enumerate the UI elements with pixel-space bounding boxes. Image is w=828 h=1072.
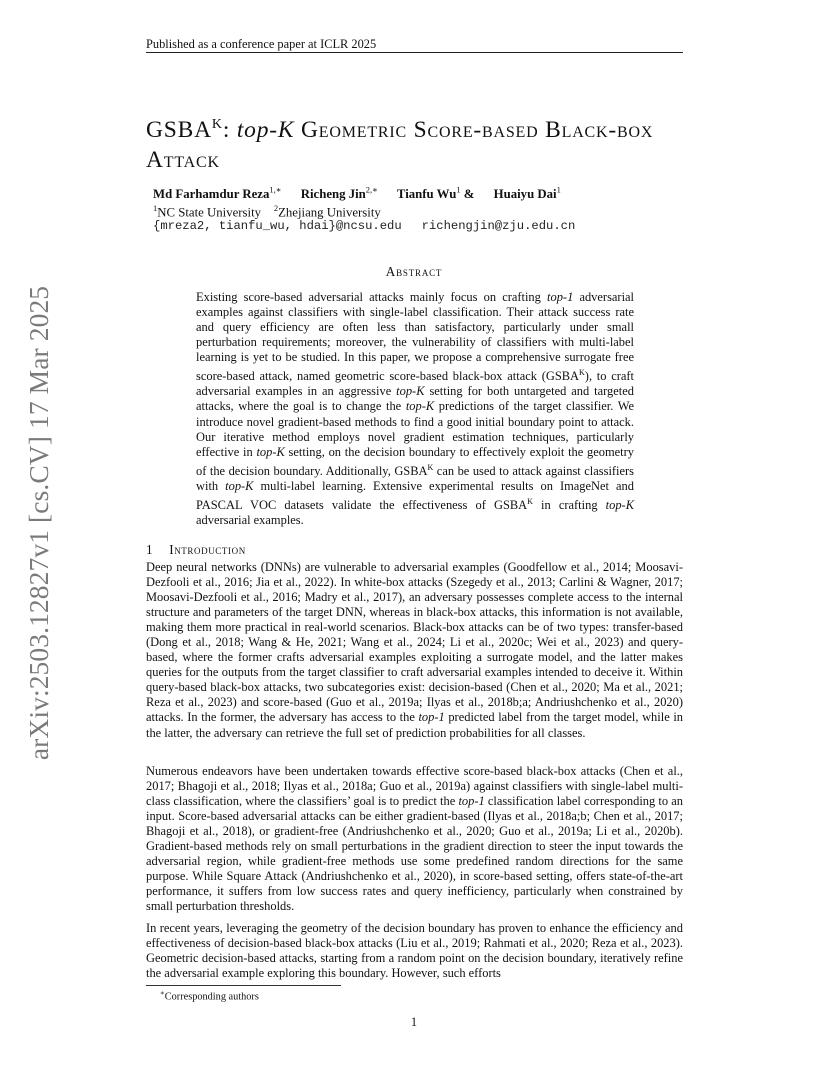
emails — [153, 219, 575, 233]
footnote — [160, 989, 259, 1002]
page-number: 1 — [410, 1015, 418, 1029]
author-name: Tianfu Wu — [396, 187, 457, 202]
footnote-rule — [146, 985, 341, 986]
author-sup: 2,∗ — [365, 185, 378, 195]
author-sup: 1 — [456, 185, 461, 195]
affil-sup: 1 — [153, 203, 158, 213]
author — [494, 187, 561, 201]
affil-name: NC State University — [157, 205, 262, 220]
arxiv-id: arXiv:2503.12827v1 [cs.CV] 17 Mar 2025 — [23, 285, 54, 761]
paper-title — [146, 110, 706, 175]
title-colon: : — [222, 116, 237, 143]
author — [153, 187, 282, 201]
abstract-heading: Abstract — [385, 264, 443, 279]
section-title: Introduction — [169, 542, 246, 557]
arxiv-stamp — [22, 283, 56, 763]
author — [301, 187, 378, 201]
author-name: Md Farhamdur Reza — [153, 187, 270, 202]
paragraph: Numerous endeavors have been undertaken towards effective score-based black-box attacks (Chen et al., 2017; Bhagoji et al., 2018; Ilyas et al., 2018a; Guo et al., 2019a) against classifiers with single-label multi-class classification, where the classifiers’ goal is to predict the top-1 classification label corresponding to an input. Score-based adversarial attacks can be either gradient-based (Ilyas et al., 2018a;b; Chen et al., 2017; Bhagoji et al., 2018), or gradient-free (Andriushchenko et al., 2020; Guo et al., 2019a; Li et al., 2020b). Gradient-based methods rely on small perturbations in the gradient direction to steer the input towards the adversarial region, while gradient-free methods use some predefined random directions for the same purpose. While Square Attack (Andriushchenko et al., 2020), in score-based setting, offers state-of-the-art performance, it suffers from low success rates and query inefficiency, particularly when constrained by small perturbation thresholds. — [146, 764, 683, 914]
paragraph: Deep neural networks (DNNs) are vulnerable to adversarial examples (Goodfellow et al., 2014; Moosavi-Dezfooli et al., 2016; Jia et al., 2022). In white-box attacks (Szegedy et al., 2013; Carlini & Wagner, 2017; Moosavi-Dezfooli et al., 2016; Madry et al., 2017), an adversary possesses complete access to the internal structure and parameters of the target DNN, whereas in black-box attacks, this information is not available, making them more practical in real-world scenarios. Black-box attacks can be of two types: transfer-based (Dong et al., 2018; Wang & He, 2021; Wang et al., 2024; Li et al., 2020c; Wei et al., 2023) and query-based, where the former crafts adversarial examples exploiting a surrogate model, and the latter makes queries for the outputs from the target classifier to craft adversarial examples intended to deceive it. Within query-based black-box attacks, two subcategories exist: decision-based (Chen et al., 2020; Ma et al., 2021; Reza et al., 2023) and score-based (Guo et al., 2019a; Ilyas et al., 2018b;a; Andriushchenko et al., 2020) attacks. In the former, the adversary has access to the top-1 predicted label from the target model, while in the latter, the adversary can retrieve the full set of prediction probabilities for all classes. — [146, 560, 683, 740]
email: richengjin@zju.edu.cn — [421, 219, 576, 233]
footnote-mark: ∗ — [160, 989, 165, 997]
author-sup: 1,∗ — [269, 185, 282, 195]
author-name: Richeng Jin — [300, 187, 366, 202]
affil-sup: 2 — [273, 203, 279, 213]
author-sup: 1 — [556, 185, 561, 195]
author-separator: & — [463, 187, 475, 202]
author — [397, 187, 475, 201]
author-list — [153, 185, 577, 202]
abstract-body: Existing score-based adversarial attacks mainly focus on crafting top-1 adversarial examples against classifiers with single-label classification. Their attack success rate and query efficiency are often less than satisfactory, particularly under small perturbation requirements; moreover, the vulnerability of classifiers with multi-label learning is yet to be studied. In this paper, we propose a comprehensive surrogate free score-based attack, named geometric score-based black-box attack $(GSBA^K)$, to craft adversarial examples in an aggressive top-K setting for both untargeted and targeted attacks, where the goal is to change the top-K predictions of the target classifier. We introduce novel gradient-based methods to find a good initial boundary point to attack. Our iterative method employs novel gradient estimation techniques, particularly effective in top-K setting, on the decision boundary to effectively exploit the geometry of the decision boundary. Additionally, $GSBA^K$ can be used to attack against classifiers with top-K multi-label learning. Extensive experimental results on ImageNet and PASCAL VOC datasets validate the effectiveness of $GSBA^K$ in crafting top-K adversarial examples. — [196, 290, 635, 528]
section-heading — [146, 542, 246, 558]
title-topk: top-K — [236, 116, 295, 143]
title-sup: K — [211, 117, 223, 132]
affiliations — [153, 203, 381, 220]
paragraph: In recent years, leveraging the geometry of the decision boundary has proven to enhance the efficiency and effectiveness of decision-based black-box attacks (Liu et al., 2019; Rahmati et al., 2020; Reza et al., 2023). Geometric decision-based attacks, starting from a random point on the decision boundary, iteratively refine the adversarial example exploring this boundary. However, such efforts — [146, 921, 683, 981]
title-prefix: GSBA — [146, 116, 212, 143]
running-header: Published as a conference paper at ICLR 2025 — [146, 37, 377, 51]
section-number: 1 — [146, 542, 154, 557]
email: {mreza2, tianfu_wu, hdai}@ncsu.edu — [153, 219, 402, 233]
title-rest: Geometric Score-based Black-box Attack — [146, 116, 654, 173]
header-rule — [146, 52, 683, 53]
author-name: Huaiyu Dai — [493, 187, 557, 202]
footnote-text: Corresponding authors — [164, 991, 259, 1003]
affil-name: Zhejiang University — [278, 205, 381, 220]
